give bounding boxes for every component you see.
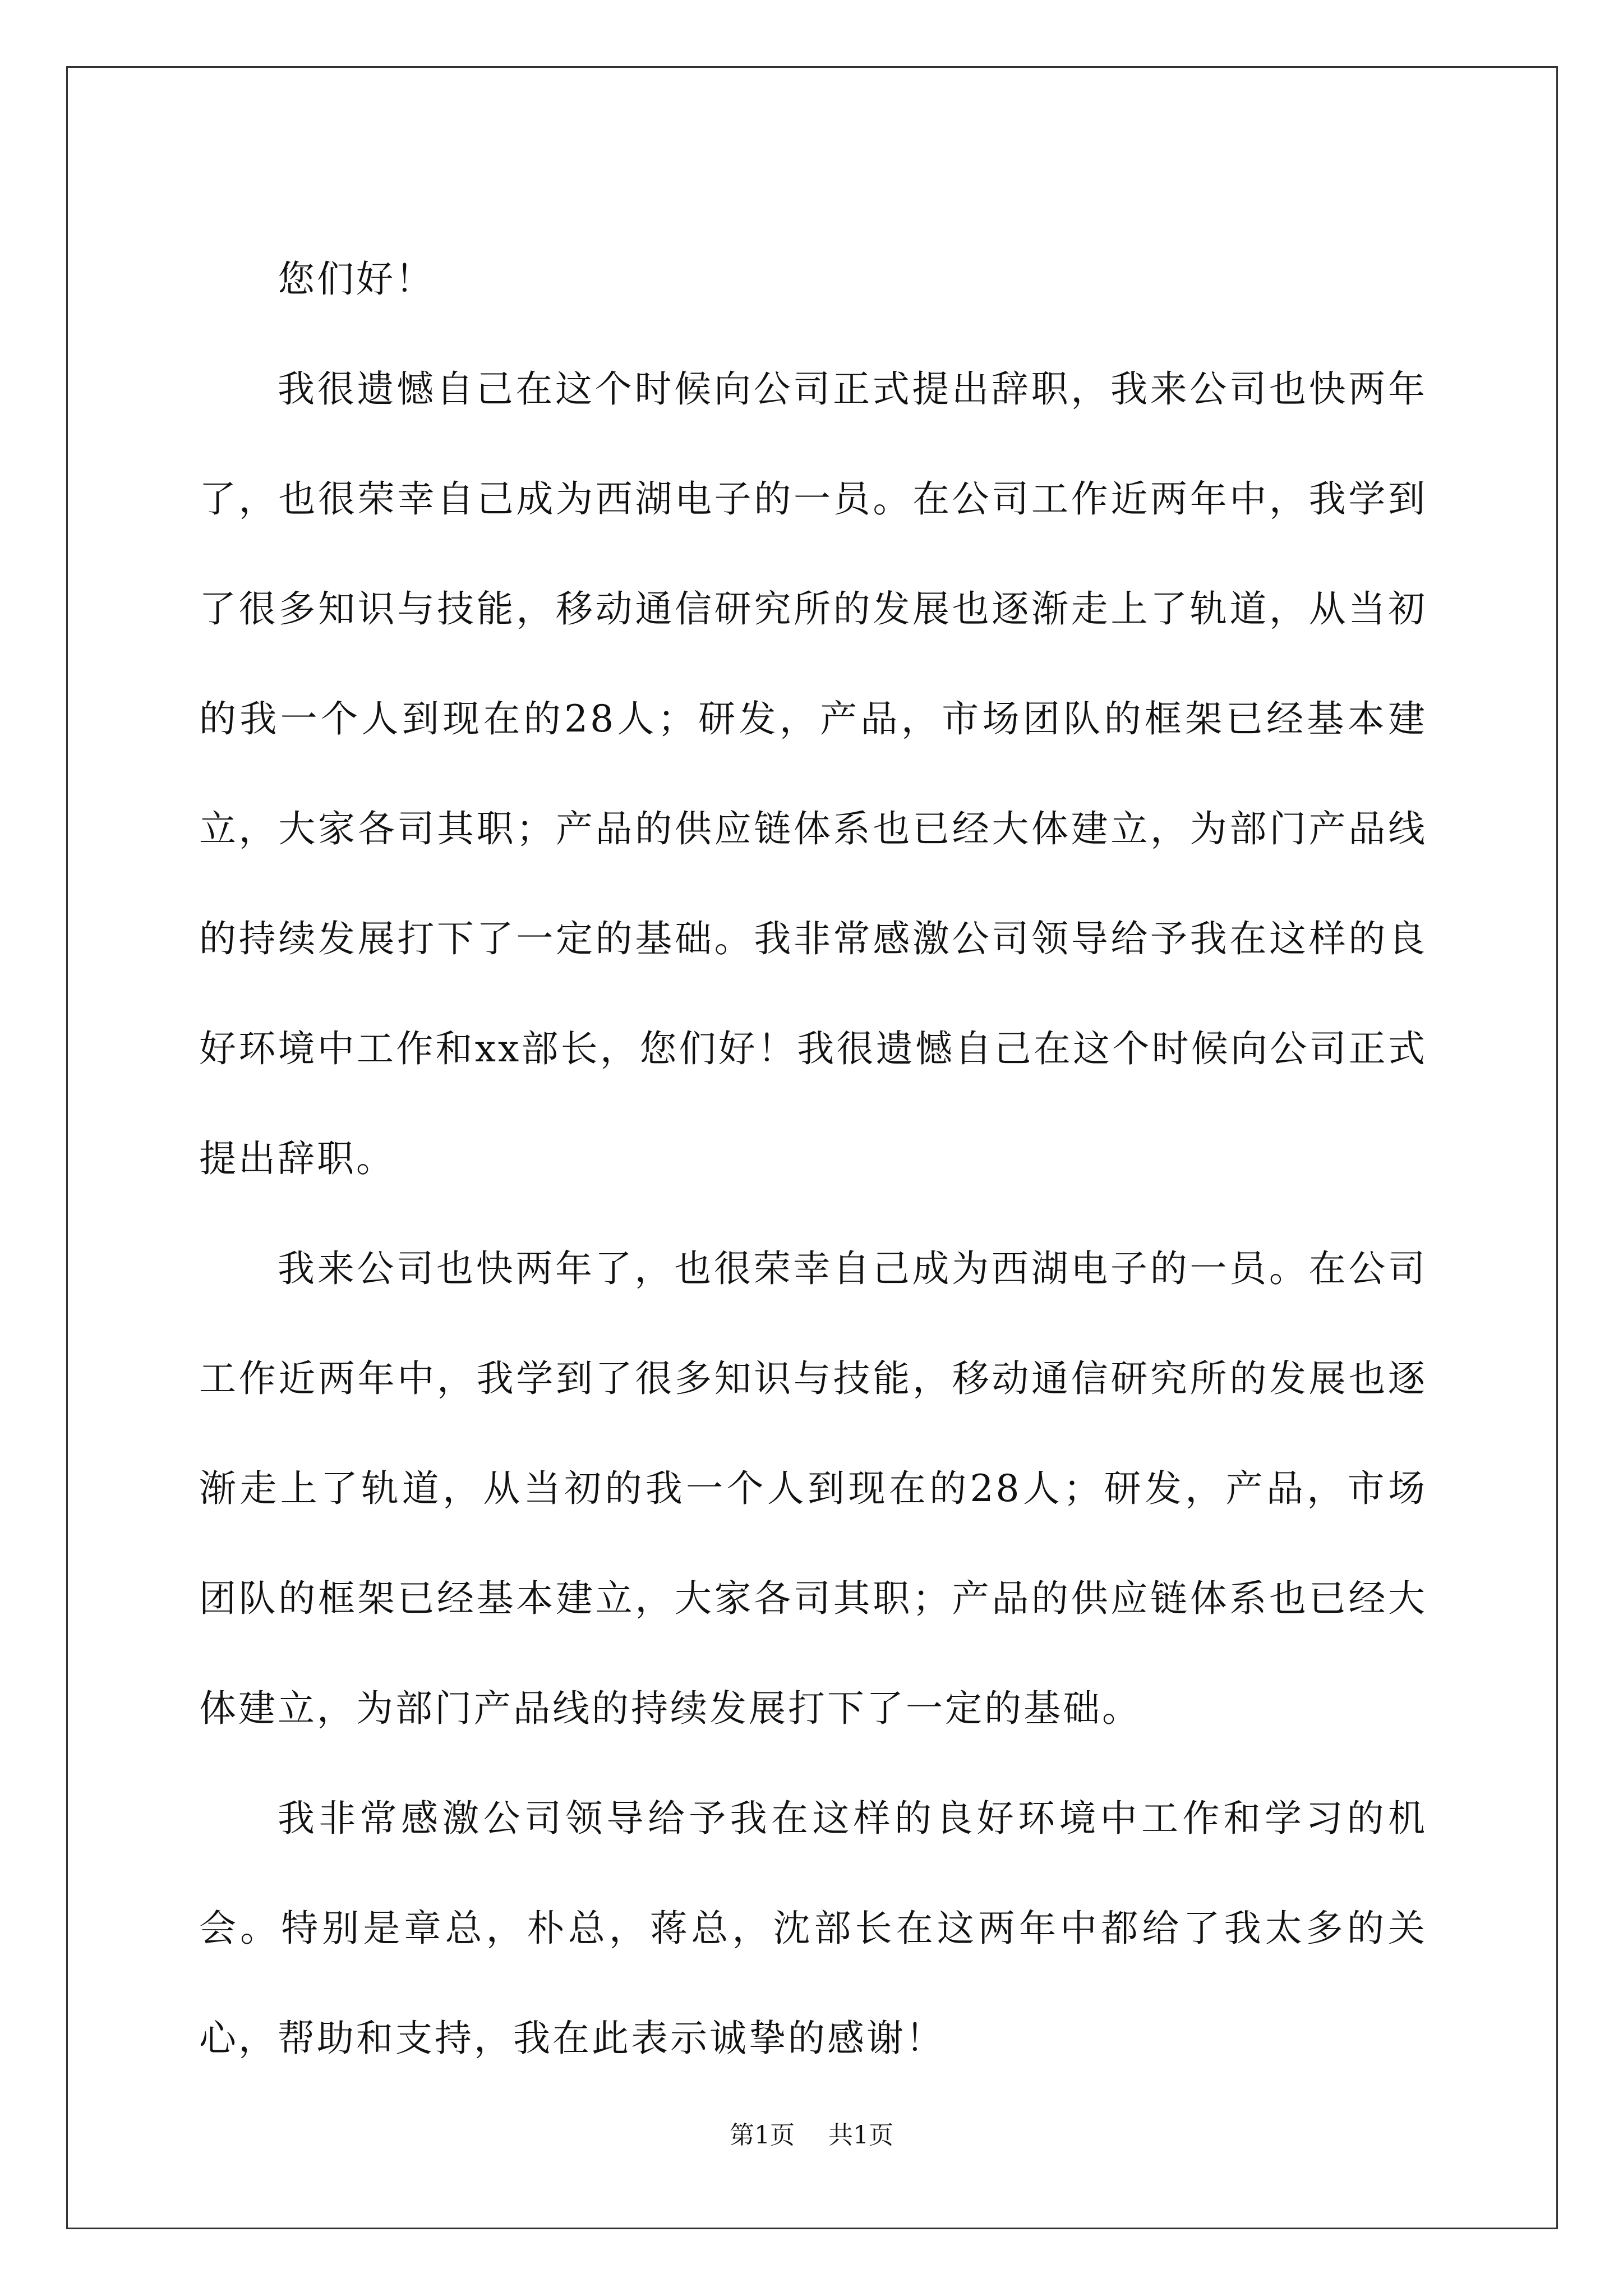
paragraph-3: 我非常感激公司领导给予我在这样的良好环境中工作和学习的机会。特别是章总，朴总，蒋总，沈部长在这两年中都给了我太多的关心，帮助和支持，我在此表示诚挚的感谢！ — [199, 1797, 1427, 2060]
page-total: 共1页 — [828, 2121, 893, 2150]
page-footer — [0, 2115, 1623, 2151]
page-number: 第1页 — [730, 2121, 795, 2150]
paragraph-2: 我来公司也快两年了，也很荣幸自己成为西湖电子的一员。在公司工作近两年中，我学到了很多知识与技能，移动通信研究所的发展也逐渐走上了轨道，从当初的我一个人到现在的28人；研发，产品，市场团队的框架已经基本建立，大家各司其职；产品的供应链体系也已经大体建立，为部门产品线的持续发展打下了一定的基础。 — [199, 1247, 1427, 1730]
document-body — [199, 224, 1427, 2093]
paragraph-1: 我很遗憾自己在这个时候向公司正式提出辞职，我来公司也快两年了，也很荣幸自己成为西湖电子的一员。在公司工作近两年中，我学到了很多知识与技能，移动通信研究所的发展也逐渐走上了轨道，从当初的我一个人到现在的28人；研发，产品，市场团队的框架已经基本建立，大家各司其职；产品的供应链体系也已经大体建立，为部门产品线的持续发展打下了一定的基础。我非常感激公司领导给予我在这样的良好环境中工作和xx部长，您们好！我很遗憾自己在这个时候向公司正式提出辞职。 — [199, 367, 1427, 1180]
greeting: 您们好！ — [278, 257, 435, 301]
